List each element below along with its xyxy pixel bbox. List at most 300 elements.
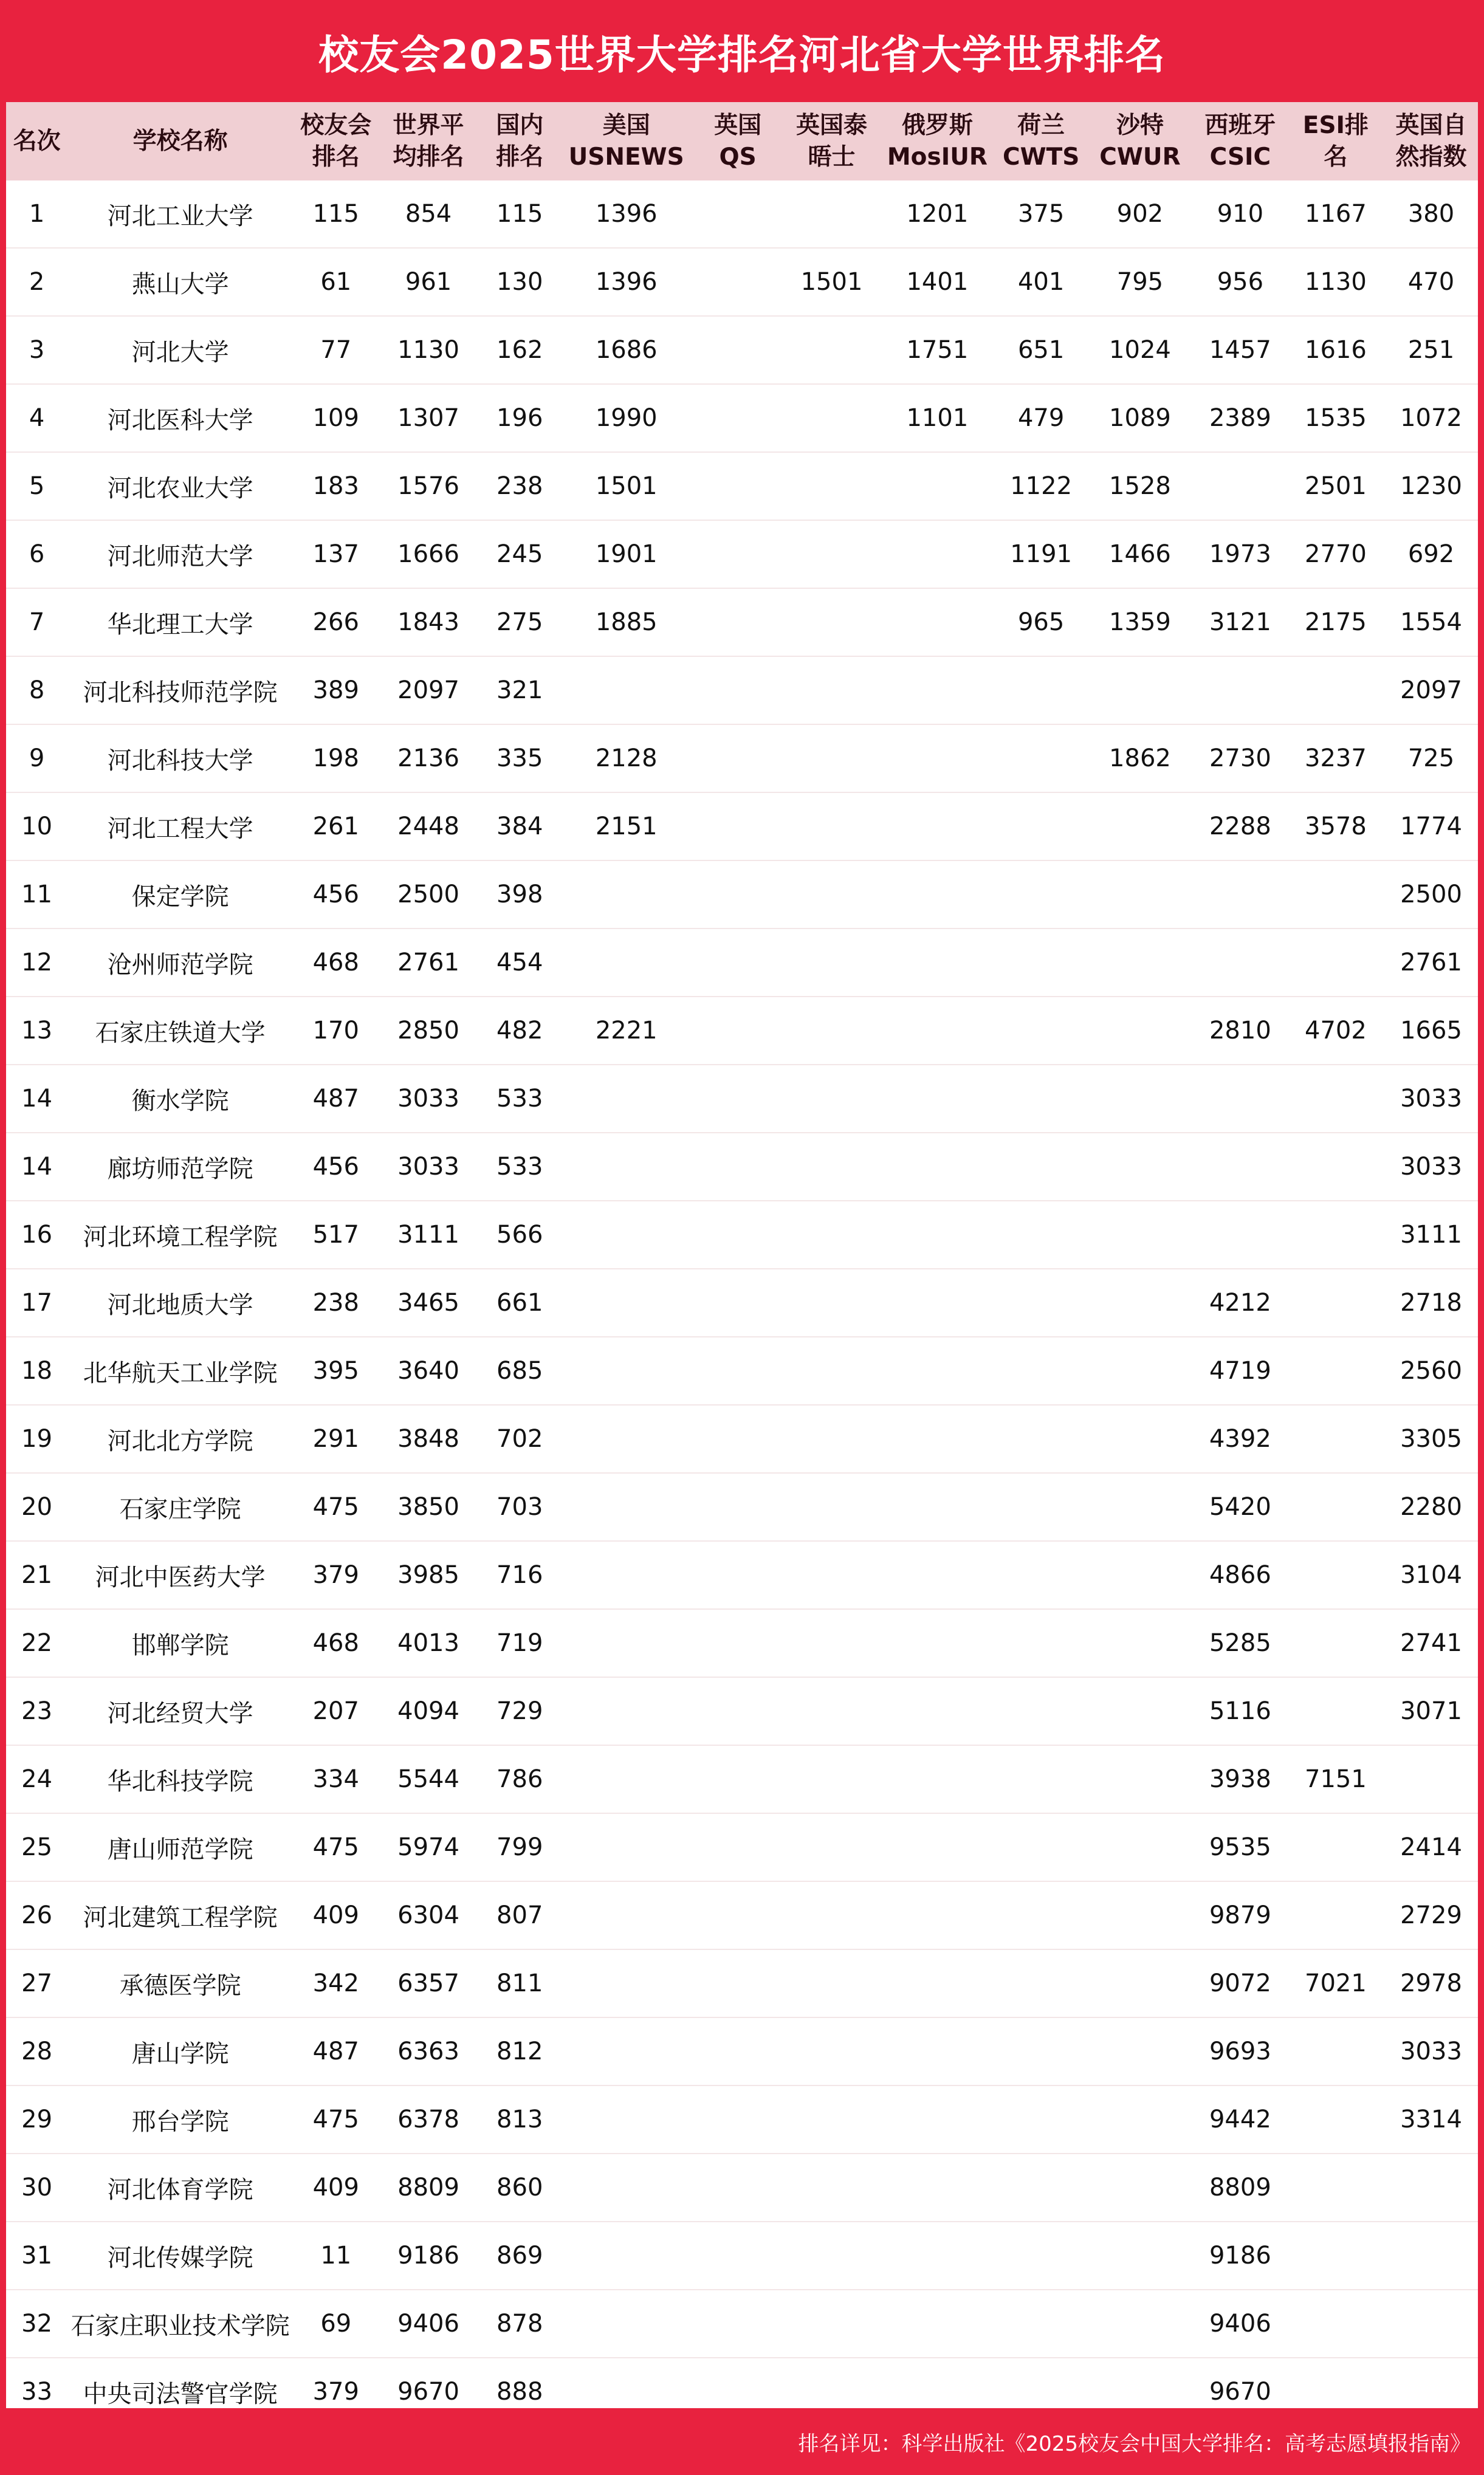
nature-index-cell (1384, 2222, 1478, 2290)
column-header-alumni-rank: 校友会 排名 (293, 102, 379, 180)
school-name-cell: 河北经贸大学 (67, 1677, 293, 1745)
domestic-rank-cell: 716 (478, 1541, 562, 1609)
usnews-cell: 1686 (562, 316, 692, 384)
cwur-cell (1087, 929, 1194, 997)
esi-cell (1287, 1881, 1384, 1949)
mosiur-cell (879, 1949, 995, 2017)
domestic-rank-cell: 869 (478, 2222, 562, 2290)
csic-cell (1194, 860, 1287, 929)
column-header-csic: 西班牙 CSIC (1194, 102, 1287, 180)
qs-cell (692, 997, 785, 1065)
mosiur-cell (879, 2085, 995, 2154)
cwur-cell (1087, 1337, 1194, 1405)
nature-index-cell: 3305 (1384, 1405, 1478, 1473)
cwur-cell (1087, 2222, 1194, 2290)
footer-source-note: 排名详见：科学出版社《2025校友会中国大学排名：高考志愿填报指南》 (798, 2431, 1471, 2456)
cwts-cell: 965 (995, 588, 1087, 656)
world-average-rank-cell: 854 (379, 180, 478, 248)
world-average-rank-cell: 5544 (379, 1745, 478, 1813)
table-row (6, 180, 1478, 248)
table-row (6, 724, 1478, 792)
world-average-rank-cell: 9670 (397, 2378, 459, 2406)
world-average-rank-cell: 8809 (379, 2154, 478, 2222)
cwts-cell: 1122 (995, 452, 1087, 520)
qs-cell (692, 180, 785, 248)
school-name-cell: 邢台学院 (67, 2085, 293, 2154)
rank-cell: 33 (21, 2378, 53, 2406)
esi-cell (1287, 860, 1384, 929)
world-average-rank-cell: 3640 (379, 1337, 478, 1405)
nature-index-cell: 470 (1384, 248, 1478, 316)
times-cell (785, 2222, 879, 2290)
cwts-cell (995, 1881, 1087, 1949)
cwts-cell: 401 (995, 248, 1087, 316)
domestic-rank-cell: 482 (478, 997, 562, 1065)
usnews-cell: 2221 (562, 997, 692, 1065)
nature-index-cell: 3033 (1384, 1065, 1478, 1133)
qs-cell (692, 384, 785, 452)
mosiur-cell (879, 929, 995, 997)
esi-cell (1287, 2154, 1384, 2222)
column-header-esi: ESI排 名 (1287, 102, 1384, 180)
rank-cell: 14 (6, 1133, 67, 1201)
times-cell (785, 1609, 879, 1677)
cwur-cell (1087, 656, 1194, 724)
qs-cell (692, 2017, 785, 2085)
school-name-cell: 承德医学院 (67, 1949, 293, 2017)
mosiur-cell (879, 1133, 995, 1201)
esi-cell (1287, 929, 1384, 997)
nature-index-cell: 251 (1384, 316, 1478, 384)
usnews-cell (562, 656, 692, 724)
domestic-rank-cell: 245 (478, 520, 562, 588)
qs-cell (692, 929, 785, 997)
nature-index-cell: 3314 (1384, 2085, 1478, 2154)
world-average-rank-cell: 6304 (379, 1881, 478, 1949)
cwur-cell (1087, 1881, 1194, 1949)
times-cell (785, 1337, 879, 1405)
cwur-cell: 1089 (1087, 384, 1194, 452)
nature-index-cell: 3033 (1384, 1133, 1478, 1201)
world-average-rank-cell: 3033 (379, 1133, 478, 1201)
times-cell (785, 997, 879, 1065)
cwts-cell (995, 2222, 1087, 2290)
domestic-rank-cell: 860 (478, 2154, 562, 2222)
mosiur-cell (879, 1541, 995, 1609)
esi-cell: 1535 (1287, 384, 1384, 452)
esi-cell: 1616 (1287, 316, 1384, 384)
usnews-cell (562, 2290, 692, 2358)
table-row (6, 1881, 1478, 1949)
table-row (6, 1133, 1478, 1201)
school-name-cell: 北华航天工业学院 (67, 1337, 293, 1405)
column-header-qs: 英国 QS (692, 102, 785, 180)
school-name-cell: 沧州师范学院 (67, 929, 293, 997)
cwur-cell: 1862 (1087, 724, 1194, 792)
domestic-rank-cell: 685 (478, 1337, 562, 1405)
csic-cell: 5420 (1194, 1473, 1287, 1541)
rank-cell: 20 (6, 1473, 67, 1541)
table-row (6, 1949, 1478, 2017)
table-row (6, 929, 1478, 997)
domestic-rank-cell: 533 (478, 1133, 562, 1201)
domestic-rank-cell: 719 (478, 1609, 562, 1677)
ranking-table-panel (6, 102, 1478, 2408)
csic-cell: 2730 (1194, 724, 1287, 792)
times-cell (785, 1881, 879, 1949)
csic-cell: 3938 (1194, 1745, 1287, 1813)
nature-index-cell: 1230 (1384, 452, 1478, 520)
domestic-rank-cell: 661 (478, 1269, 562, 1337)
table-body (6, 180, 1478, 2425)
cwur-cell (1087, 1065, 1194, 1133)
rank-cell: 11 (6, 860, 67, 929)
csic-cell: 2288 (1194, 792, 1287, 860)
domestic-rank-cell: 533 (478, 1065, 562, 1133)
mosiur-cell (879, 2154, 995, 2222)
mosiur-cell (879, 2290, 995, 2358)
school-name-cell: 河北科技师范学院 (67, 656, 293, 724)
nature-index-cell: 3071 (1384, 1677, 1478, 1745)
rank-cell: 18 (6, 1337, 67, 1405)
qs-cell (692, 248, 785, 316)
times-cell (785, 1745, 879, 1813)
qs-cell (692, 2222, 785, 2290)
mosiur-cell (879, 656, 995, 724)
esi-cell (1287, 1065, 1384, 1133)
cwur-cell (1087, 1541, 1194, 1609)
csic-cell: 9186 (1194, 2222, 1287, 2290)
column-header-rank: 名次 (6, 102, 67, 180)
usnews-cell (562, 1609, 692, 1677)
nature-index-cell: 1554 (1384, 588, 1478, 656)
mosiur-cell (879, 1065, 995, 1133)
world-average-rank-cell: 2097 (379, 656, 478, 724)
world-average-rank-cell: 1666 (379, 520, 478, 588)
world-average-rank-cell: 1307 (379, 384, 478, 452)
times-cell (785, 1473, 879, 1541)
times-cell (785, 1405, 879, 1473)
table-row (6, 1813, 1478, 1881)
world-average-rank-cell: 3465 (379, 1269, 478, 1337)
times-cell (785, 520, 879, 588)
nature-index-cell: 2729 (1384, 1881, 1478, 1949)
qs-cell (692, 452, 785, 520)
world-average-rank-cell: 6357 (379, 1949, 478, 2017)
esi-cell (1287, 1473, 1384, 1541)
world-average-rank-cell: 2761 (379, 929, 478, 997)
school-name-cell: 中央司法警官学院 (83, 2380, 278, 2408)
domestic-rank-cell: 130 (478, 248, 562, 316)
csic-cell (1194, 452, 1287, 520)
csic-cell: 5116 (1194, 1677, 1287, 1745)
csic-cell: 4392 (1194, 1405, 1287, 1473)
domestic-rank-cell: 321 (478, 656, 562, 724)
rank-cell: 16 (6, 1201, 67, 1269)
csic-cell (1194, 929, 1287, 997)
usnews-cell (562, 1813, 692, 1881)
usnews-cell (562, 1133, 692, 1201)
cwur-cell: 902 (1087, 180, 1194, 248)
rank-cell: 14 (6, 1065, 67, 1133)
world-average-rank-cell: 9186 (379, 2222, 478, 2290)
alumni-rank-cell: 456 (293, 860, 379, 929)
alumni-rank-cell: 170 (293, 997, 379, 1065)
cwts-cell: 479 (995, 384, 1087, 452)
csic-cell: 4212 (1194, 1269, 1287, 1337)
cwur-cell (1087, 1949, 1194, 2017)
cwur-cell (1087, 1813, 1194, 1881)
usnews-cell: 2128 (562, 724, 692, 792)
domestic-rank-cell: 878 (478, 2290, 562, 2358)
rank-cell: 29 (6, 2085, 67, 2154)
rank-cell: 5 (6, 452, 67, 520)
alumni-rank-cell: 409 (293, 2154, 379, 2222)
esi-cell (1287, 1813, 1384, 1881)
cwts-cell (995, 1133, 1087, 1201)
mosiur-cell (879, 2017, 995, 2085)
alumni-rank-cell: 475 (293, 1813, 379, 1881)
usnews-cell: 1396 (562, 248, 692, 316)
table-row (6, 2085, 1478, 2154)
qs-cell (692, 656, 785, 724)
cwur-cell: 1024 (1087, 316, 1194, 384)
usnews-cell (562, 1745, 692, 1813)
world-average-rank-cell: 1843 (379, 588, 478, 656)
cwts-cell (995, 656, 1087, 724)
qs-cell (692, 2085, 785, 2154)
qs-cell (692, 724, 785, 792)
school-name-cell: 河北农业大学 (67, 452, 293, 520)
alumni-rank-cell: 238 (293, 1269, 379, 1337)
csic-cell: 9670 (1209, 2378, 1271, 2406)
csic-cell: 2389 (1194, 384, 1287, 452)
table-row (6, 1405, 1478, 1473)
cwur-cell (1087, 2017, 1194, 2085)
rank-cell: 22 (6, 1609, 67, 1677)
rank-cell: 7 (6, 588, 67, 656)
cwts-cell (995, 1201, 1087, 1269)
times-cell (785, 2290, 879, 2358)
times-cell (785, 180, 879, 248)
qs-cell (692, 1133, 785, 1201)
cwur-cell (1087, 1745, 1194, 1813)
cwur-cell (1087, 1677, 1194, 1745)
rank-cell: 23 (6, 1677, 67, 1745)
alumni-rank-cell: 207 (293, 1677, 379, 1745)
mosiur-cell (879, 1677, 995, 1745)
school-name-cell: 衡水学院 (67, 1065, 293, 1133)
esi-cell (1287, 2085, 1384, 2154)
times-cell (785, 929, 879, 997)
table-row (6, 997, 1478, 1065)
rank-cell: 3 (6, 316, 67, 384)
domestic-rank-cell: 238 (478, 452, 562, 520)
csic-cell (1194, 656, 1287, 724)
usnews-cell (562, 2222, 692, 2290)
rank-cell: 10 (6, 792, 67, 860)
alumni-rank-cell: 389 (293, 656, 379, 724)
domestic-rank-cell: 454 (478, 929, 562, 997)
esi-cell (1287, 1541, 1384, 1609)
qs-cell (692, 1473, 785, 1541)
alumni-rank-cell: 77 (293, 316, 379, 384)
domestic-rank-cell: 811 (478, 1949, 562, 2017)
csic-cell: 956 (1194, 248, 1287, 316)
times-cell (785, 588, 879, 656)
qs-cell (692, 1949, 785, 2017)
csic-cell: 9072 (1194, 1949, 1287, 2017)
cwur-cell (1087, 860, 1194, 929)
esi-cell (1287, 2222, 1384, 2290)
cwts-cell (995, 860, 1087, 929)
qs-cell (692, 1745, 785, 1813)
csic-cell (1194, 1201, 1287, 1269)
usnews-cell (562, 1473, 692, 1541)
cwts-cell (995, 1609, 1087, 1677)
alumni-rank-cell: 183 (293, 452, 379, 520)
alumni-rank-cell: 379 (312, 2378, 359, 2406)
cwts-cell: 375 (995, 180, 1087, 248)
times-cell (785, 2085, 879, 2154)
rank-cell: 24 (6, 1745, 67, 1813)
table-row (6, 656, 1478, 724)
cwts-cell (995, 2290, 1087, 2358)
mosiur-cell (879, 1201, 995, 1269)
table-row (6, 1473, 1478, 1541)
column-header-school-name: 学校名称 (67, 102, 293, 180)
world-average-rank-cell: 2500 (379, 860, 478, 929)
rank-cell: 19 (6, 1405, 67, 1473)
alumni-rank-cell: 395 (293, 1337, 379, 1405)
domestic-rank-cell: 196 (478, 384, 562, 452)
column-header-domestic-rank: 国内 排名 (478, 102, 562, 180)
csic-cell (1194, 1065, 1287, 1133)
nature-index-cell: 2097 (1384, 656, 1478, 724)
page-title: 校友会2025世界大学排名河北省大学世界排名 (318, 31, 1166, 78)
csic-cell: 4866 (1194, 1541, 1287, 1609)
world-average-rank-cell: 2136 (379, 724, 478, 792)
esi-cell (1287, 656, 1384, 724)
school-name-cell: 石家庄学院 (67, 1473, 293, 1541)
table-row (6, 1065, 1478, 1133)
qs-cell (692, 1065, 785, 1133)
rank-cell: 12 (6, 929, 67, 997)
mosiur-cell (879, 1473, 995, 1541)
nature-index-cell: 2280 (1384, 1473, 1478, 1541)
column-header-nature-index: 英国自 然指数 (1384, 102, 1478, 180)
school-name-cell: 河北工程大学 (67, 792, 293, 860)
nature-index-cell (1384, 2154, 1478, 2222)
rank-cell: 1 (6, 180, 67, 248)
esi-cell: 1167 (1287, 180, 1384, 248)
school-name-cell: 河北建筑工程学院 (67, 1881, 293, 1949)
times-cell (785, 384, 879, 452)
nature-index-cell: 3111 (1384, 1201, 1478, 1269)
nature-index-cell: 3104 (1384, 1541, 1478, 1609)
alumni-rank-cell: 468 (293, 929, 379, 997)
table-row (6, 2290, 1478, 2358)
school-name-cell: 河北体育学院 (67, 2154, 293, 2222)
table-row (6, 2017, 1478, 2085)
alumni-rank-cell: 261 (293, 792, 379, 860)
school-name-cell: 华北科技学院 (67, 1745, 293, 1813)
world-average-rank-cell: 4013 (379, 1609, 478, 1677)
table-row (6, 2154, 1478, 2222)
column-header-usnews: 美国 USNEWS (562, 102, 692, 180)
domestic-rank-cell: 162 (478, 316, 562, 384)
times-cell (785, 316, 879, 384)
cwts-cell (995, 2154, 1087, 2222)
usnews-cell (562, 929, 692, 997)
world-average-rank-cell: 1576 (379, 452, 478, 520)
alumni-rank-cell: 468 (293, 1609, 379, 1677)
school-name-cell: 邯郸学院 (67, 1609, 293, 1677)
times-cell (785, 1677, 879, 1745)
rank-cell: 31 (6, 2222, 67, 2290)
world-average-rank-cell: 5974 (379, 1813, 478, 1881)
world-average-rank-cell: 2850 (379, 997, 478, 1065)
cwur-cell: 1466 (1087, 520, 1194, 588)
mosiur-cell (879, 452, 995, 520)
esi-cell: 1130 (1287, 248, 1384, 316)
nature-index-cell: 2761 (1384, 929, 1478, 997)
table-row (6, 2222, 1478, 2290)
alumni-rank-cell: 456 (293, 1133, 379, 1201)
usnews-cell (562, 1269, 692, 1337)
nature-index-cell: 1665 (1384, 997, 1478, 1065)
nature-index-cell: 2560 (1384, 1337, 1478, 1405)
alumni-rank-cell: 475 (293, 2085, 379, 2154)
qs-cell (692, 1541, 785, 1609)
mosiur-cell: 1201 (879, 180, 995, 248)
csic-cell: 9879 (1194, 1881, 1287, 1949)
qs-cell (692, 588, 785, 656)
domestic-rank-cell: 115 (478, 180, 562, 248)
csic-cell: 9535 (1194, 1813, 1287, 1881)
world-average-rank-cell: 961 (379, 248, 478, 316)
cwts-cell (995, 1269, 1087, 1337)
school-name-cell: 河北科技大学 (67, 724, 293, 792)
mosiur-cell (879, 792, 995, 860)
table-row (6, 588, 1478, 656)
mosiur-cell (879, 588, 995, 656)
qs-cell (692, 1609, 785, 1677)
esi-cell (1287, 1133, 1384, 1201)
world-average-rank-cell: 3848 (379, 1405, 478, 1473)
domestic-rank-cell: 813 (478, 2085, 562, 2154)
qs-cell (692, 2154, 785, 2222)
qs-cell (692, 1677, 785, 1745)
esi-cell (1287, 1677, 1384, 1745)
qs-cell (692, 1813, 785, 1881)
domestic-rank-cell: 812 (478, 2017, 562, 2085)
usnews-cell (562, 1677, 692, 1745)
column-header-cwur: 沙特 CWUR (1087, 102, 1194, 180)
rank-cell: 27 (6, 1949, 67, 2017)
school-name-cell: 河北医科大学 (67, 384, 293, 452)
nature-index-cell: 692 (1384, 520, 1478, 588)
alumni-rank-cell: 379 (293, 1541, 379, 1609)
cwts-cell (995, 792, 1087, 860)
csic-cell: 8809 (1194, 2154, 1287, 2222)
esi-cell: 2175 (1287, 588, 1384, 656)
school-name-cell: 燕山大学 (67, 248, 293, 316)
usnews-cell: 1501 (562, 452, 692, 520)
rank-cell: 8 (6, 656, 67, 724)
mosiur-cell (879, 724, 995, 792)
table-header-row (6, 102, 1478, 180)
